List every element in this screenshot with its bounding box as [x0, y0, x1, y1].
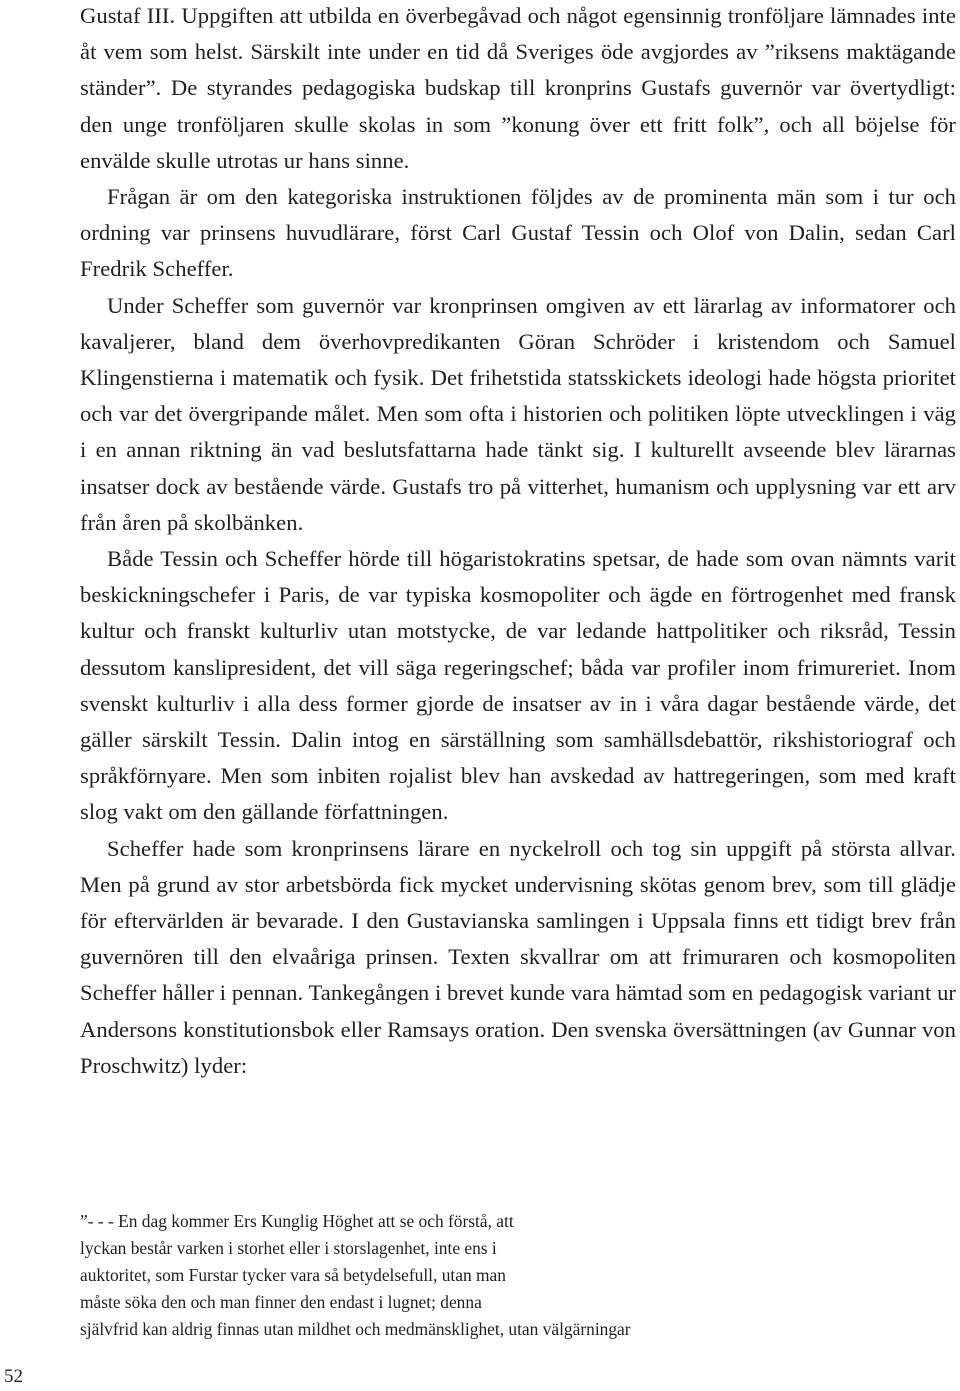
quote-line: självfrid kan aldrig finnas utan mildhet och medmänsklighet, utan välgärningar — [80, 1319, 631, 1339]
block-quote — [80, 1208, 780, 1343]
paragraph-4: Både Tessin och Scheffer hörde till högaristokratins spetsar, de hade som ovan nämnts varit beskickningschefer i Paris, de var typiska kosmopoliter och ägde en förtrogenhet med fransk kultur och franskt kulturliv utan motstycke, de var ledande hattpolitiker och riksråd, Tessin dessutom kanslipresident, det vill säga regeringschef; båda var profiler inom frimureriet. Inom svenskt kulturliv i alla dess former gjorde de insatser av in i våra dagar bestående värde, det gäller särskilt Tessin. Dalin intog en särställning som samhällsdebattör, rikshistoriograf och språkförnyare. Men som inbiten rojalist blev han avskedad av hattregeringen, som med kraft slog vakt om den gällande författningen. — [80, 546, 956, 825]
quote-line: auktoritet, som Furstar tycker vara så betydelsefull, utan man — [80, 1265, 506, 1285]
paragraph-2: Frågan är om den kategoriska instruktionen följdes av de prominenta män som i tur och ordning var prinsens huvudlärare, först Carl Gustaf Tessin och Olof von Dalin, sedan Carl Fredrik Scheffer. — [80, 184, 956, 282]
paragraph-3: Under Scheffer som guvernör var kronprinsen omgiven av ett lärarlag av informatorer och kavaljerer, bland dem överhovpredikanten Göran Schröder i kristendom och Samuel Klingenstierna i matematik och fysik. Det frihetstida statsskickets ideologi hade högsta prioritet och var det övergripande målet. Men som ofta i historien och politiken löpte utvecklingen i väg i en annan riktning än vad beslutsfattarna hade tänkt sig. I kulturellt avseende blev lärarnas insatser dock av bestående värde. Gustafs tro på vitterhet, humanism och upplysning var ett arv från åren på skolbänken. — [80, 292, 956, 535]
paragraph-5: Scheffer hade som kronprinsens lärare en nyckelroll och tog sin uppgift på största allvar. Men på grund av stor arbetsbörda fick mycket undervisning skötas genom brev, som till glädje för eftervärlden är bevarade. I den Gustavianska samlingen i Uppsala finns ett tidigt brev från guvernören till den elvaåriga prinsen. Texten skvallrar om att frimuraren och kosmopoliten Scheffer håller i pennan. Tankegången i brevet kunde vara hämtad som en pedagogisk variant ur Andersons konstitutionsbok eller Ramsays oration. Den svenska översättningen (av Gunnar von Proschwitz) lyder: — [80, 835, 956, 1078]
quote-line: ”- - - En dag kommer Ers Kunglig Höghet att se och förstå, att — [80, 1211, 514, 1231]
quote-line: lyckan består varken i storhet eller i storslagenhet, inte ens i — [80, 1238, 497, 1258]
quote-line: måste söka den och man finner den endast i lugnet; denna — [80, 1292, 482, 1312]
body-text — [80, 0, 956, 1084]
paragraph-1: Gustaf III. Uppgiften att utbilda en överbegåvad och något egensinnig tronföljare lämnades inte åt vem som helst. Särskilt inte under en tid då Sveriges öde avgjordes av ”riksens maktägande ständer”. De styrandes pedagogiska budskap till kronprins Gustafs guvernör var övertydligt: den unge tronföljaren skulle skolas in som ”konung över ett fritt folk”, och all böjelse för envälde skulle utrotas ur hans sinne. — [80, 3, 956, 173]
page-number: 52 — [4, 1366, 23, 1387]
